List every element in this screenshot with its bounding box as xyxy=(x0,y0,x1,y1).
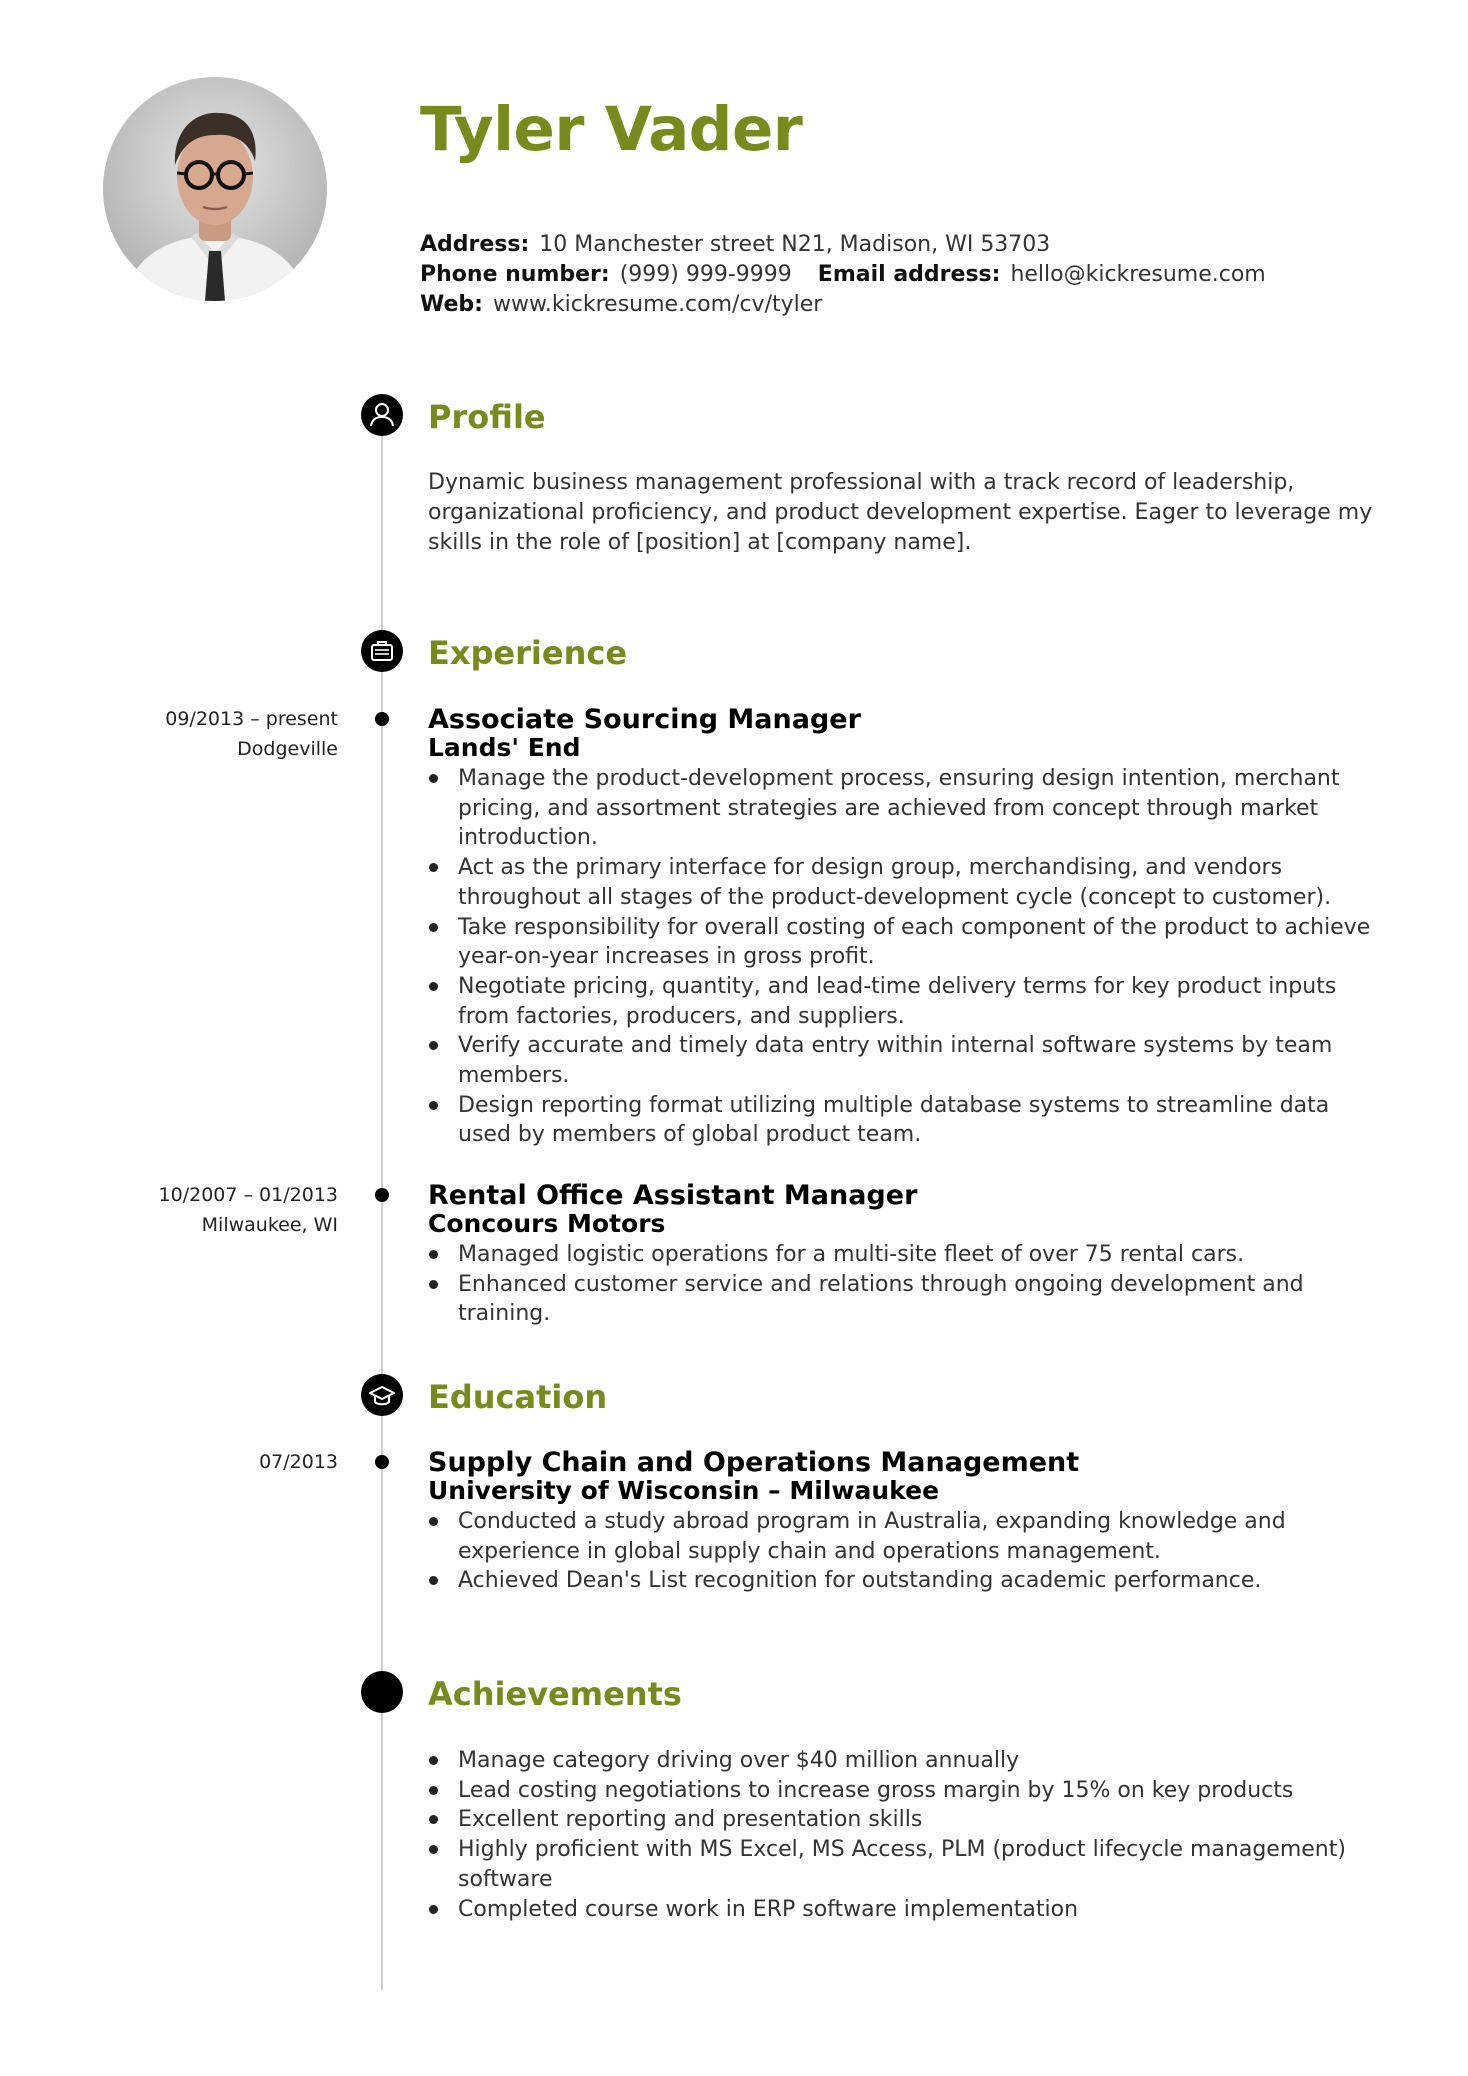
timeline-dot xyxy=(375,1455,389,1469)
experience-entry xyxy=(428,1182,1388,1329)
experience-heading: Experience xyxy=(428,634,628,672)
education-details-list xyxy=(428,1507,1388,1596)
list-item: Lead costing negotiations to increase gross margin by 15% on key products xyxy=(428,1776,1388,1806)
phone-label: Phone number: xyxy=(420,262,610,287)
phone-email-row xyxy=(420,260,1266,290)
graduation-cap-icon xyxy=(361,1374,403,1416)
education-entry xyxy=(428,1449,1388,1596)
list-item: Managed logistic operations for a multi-site fleet of over 75 rental cars. xyxy=(428,1240,1388,1270)
timeline-dot xyxy=(375,1188,389,1202)
company-name: Concours Motors xyxy=(428,1209,666,1238)
experience-entry xyxy=(428,706,1388,1150)
job-title: Associate Sourcing Manager xyxy=(428,704,861,735)
entry-date: 09/2013 – present xyxy=(165,708,338,730)
email-value[interactable]: hello@kickresume.com xyxy=(1010,262,1266,287)
entry-meta xyxy=(165,704,338,764)
achievements-block xyxy=(428,1744,1388,1924)
email-label: Email address: xyxy=(817,262,1001,287)
web-row xyxy=(420,290,1266,320)
list-item: Act as the primary interface for design group, merchandising, and vendors throughout all stages of the product-development cycle (concept to customer). xyxy=(428,853,1388,912)
responsibility-list xyxy=(428,764,1388,1150)
filled-circle-icon xyxy=(361,1671,403,1713)
entry-location: Dodgeville xyxy=(237,738,338,760)
degree-title: Supply Chain and Operations Management xyxy=(428,1447,1080,1478)
list-item: Achieved Dean's List recognition for outstanding academic performance. xyxy=(428,1566,1388,1596)
entry-date: 10/2007 – 01/2013 xyxy=(158,1184,338,1206)
profile-summary: Dynamic business management professional with a track record of leadership, organizational proficiency, and product development expertise. Eager to leverage my skills in the role of [position] at [company name]. xyxy=(428,470,1373,555)
list-item: Conducted a study abroad program in Australia, expanding knowledge and experience in global supply chain and operations management. xyxy=(428,1507,1388,1566)
avatar-photo xyxy=(103,77,327,301)
timeline-dot xyxy=(375,712,389,726)
list-item: Completed course work in ERP software implementation xyxy=(428,1895,1388,1925)
list-item: Negotiate pricing, quantity, and lead-time delivery terms for key product inputs from factories, producers, and suppliers. xyxy=(428,972,1388,1031)
entry-meta xyxy=(159,1180,338,1240)
address-label: Address: xyxy=(420,232,530,257)
list-item: Take responsibility for overall costing of each component of the product to achieve year-on-year increases in gross profit. xyxy=(428,913,1388,972)
school-name: University of Wisconsin – Milwaukee xyxy=(428,1476,940,1505)
job-title: Rental Office Assistant Manager xyxy=(428,1180,918,1211)
profile-heading: Profile xyxy=(428,398,546,436)
responsibility-list xyxy=(428,1240,1388,1329)
avatar xyxy=(103,77,327,301)
address-row xyxy=(420,230,1266,260)
web-label: Web: xyxy=(420,292,483,317)
candidate-name: Tyler Vader xyxy=(420,94,803,165)
address-value: 10 Manchester street N21, Madison, WI 53703 xyxy=(539,232,1051,257)
list-item: Manage category driving over $40 million annually xyxy=(428,1746,1388,1776)
list-item: Design reporting format utilizing multiple database systems to streamline data used by members of global product team. xyxy=(428,1091,1388,1150)
list-item: Enhanced customer service and relations through ongoing development and training. xyxy=(428,1270,1388,1329)
achievements-heading: Achievements xyxy=(428,1675,682,1713)
list-item: Verify accurate and timely data entry within internal software systems by team members. xyxy=(428,1031,1388,1090)
web-value[interactable]: www.kickresume.com/cv/tyler xyxy=(492,292,823,317)
phone-value: (999) 999-9999 xyxy=(619,262,792,287)
education-heading: Education xyxy=(428,1378,608,1416)
entry-meta xyxy=(259,1447,338,1477)
briefcase-icon xyxy=(361,630,403,672)
entry-location: Milwaukee, WI xyxy=(201,1214,338,1236)
contact-info xyxy=(420,230,1266,320)
achievements-list xyxy=(428,1746,1388,1924)
entry-date: 07/2013 xyxy=(259,1451,338,1473)
person-icon xyxy=(361,394,403,436)
list-item: Manage the product-development process, ensuring design intention, merchant pricing, and assortment strategies are achieved from concept through market introduction. xyxy=(428,764,1388,853)
list-item: Highly proficient with MS Excel, MS Access, PLM (product lifecycle management) software xyxy=(428,1835,1388,1894)
list-item: Excellent reporting and presentation skills xyxy=(428,1805,1388,1835)
company-name: Lands' End xyxy=(428,733,581,762)
